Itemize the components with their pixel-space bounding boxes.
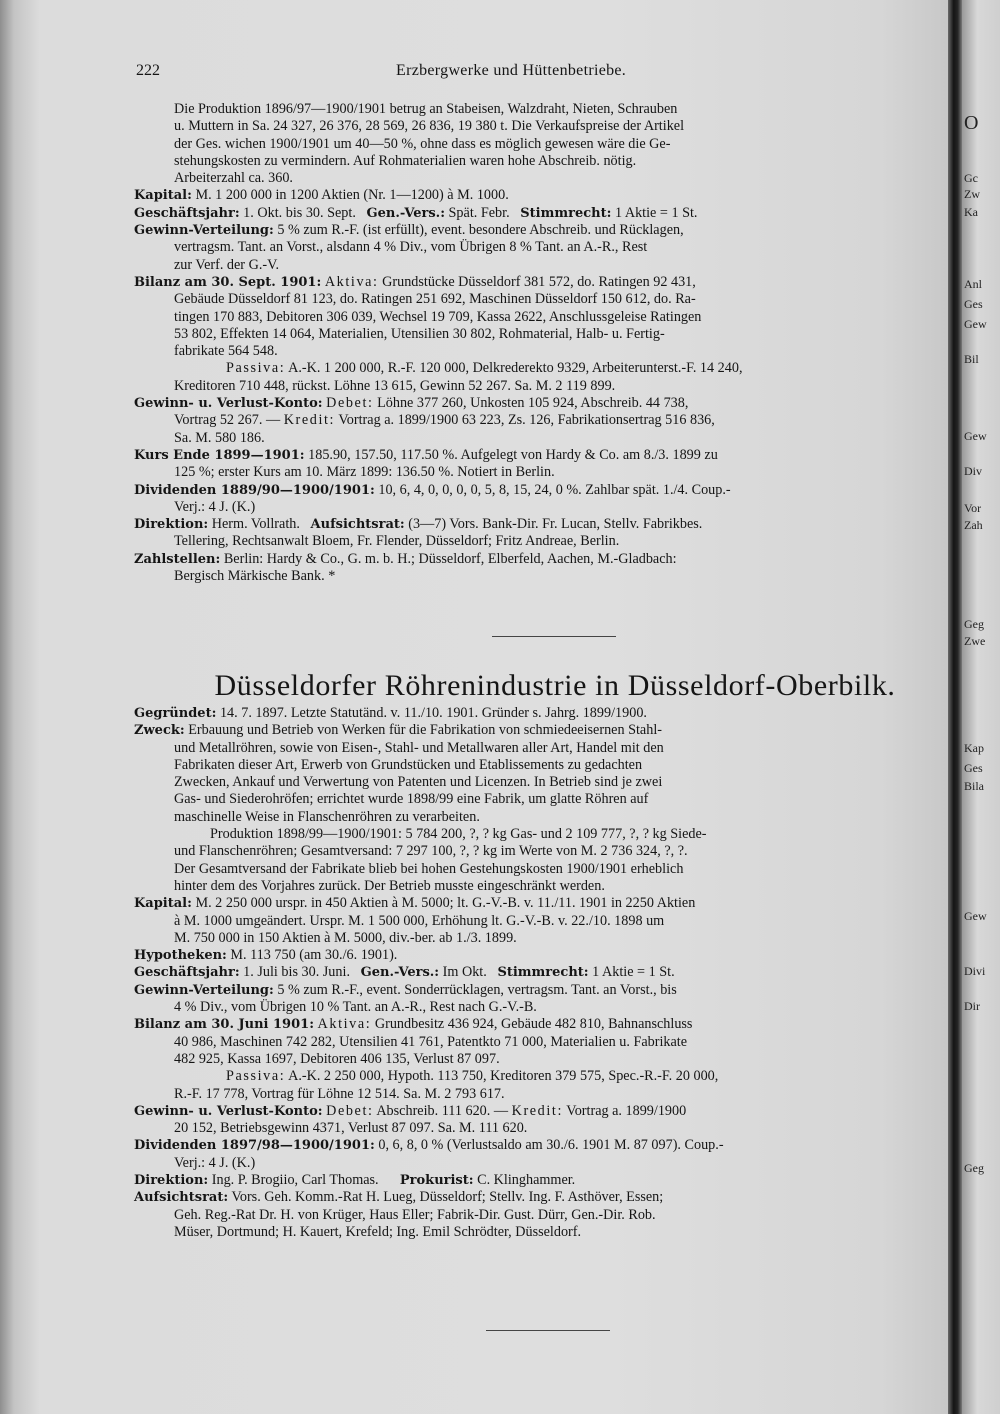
- adjacent-fragment: Gc: [964, 171, 978, 185]
- entry-label: Aufsichtsrat:: [310, 517, 405, 533]
- adjacent-fragment: Dir: [964, 999, 980, 1013]
- entry-value: (3—7) Vors. Bank-Dir. Fr. Lucan, Stellv. Fabrikbes.: [408, 516, 703, 533]
- adjacent-fragment: Geg: [964, 1161, 984, 1175]
- gewinnverteilung-entry: [134, 222, 948, 274]
- guv-entry: [134, 395, 948, 447]
- entry-value: Spät. Febr.: [448, 204, 510, 221]
- entry-label: Zweck:: [134, 723, 185, 739]
- text-line: R.-F. 17 778, Vortrag für Löhne 12 514. Sa. M. 2 793 617.: [174, 1085, 505, 1102]
- production-paragraph-cont: [134, 118, 948, 187]
- entry-label: Stimmrecht:: [520, 205, 612, 221]
- entry-label: Zahlstellen:: [134, 551, 221, 567]
- text-line: Geh. Reg.-Rat Dr. H. von Krüger, Haus Eller; Fabrik-Dir. Gust. Dürr, Gen.-Dir. Rob.: [174, 1206, 656, 1223]
- text-line: Tellering, Rechtsanwalt Bloem, Fr. Flender, Düsseldorf; Fritz Andreae, Berlin.: [174, 533, 620, 550]
- text-line: Fabrikaten dieser Art, Erwerb von Grundstücken und Etablissements zu gedachten: [174, 756, 643, 773]
- text-line: 482 925, Kassa 1697, Debitoren 406 135, Verlust 87 097.: [174, 1050, 500, 1067]
- entry-label: Prokurist:: [399, 1173, 474, 1189]
- text-line: Verj.: 4 J. (K.): [174, 498, 256, 515]
- entry-label: Stimmrecht:: [497, 965, 589, 981]
- entry-label: Gewinn- u. Verlust-Konto:: [134, 1103, 323, 1119]
- text-line: Verj.: 4 J. (K.): [174, 1154, 256, 1171]
- page-header: [134, 62, 954, 86]
- entry-label: Kapital:: [134, 896, 192, 912]
- entry-value: 1 Aktie = 1 St.: [614, 204, 698, 221]
- entry-value: C. Klinghammer.: [477, 1172, 576, 1189]
- running-title: Erzbergwerke und Hüttenbetriebe.: [396, 62, 627, 79]
- entry-value: A.-K. 2 250 000, Hypoth. 113 750, Kreditoren 379 575, Spec.-R.-F. 20 000,: [288, 1068, 719, 1085]
- entry-label: Geschäftsjahr:: [134, 965, 240, 981]
- text-line: tingen 170 883, Debitoren 306 039, Wechsel 19 709, Kassa 2622, Anschlussgeleise Ratingen: [174, 308, 702, 325]
- guv-entry: [134, 1103, 948, 1138]
- kredit-word: Kredit:: [283, 412, 336, 429]
- text-line: und Flanschenröhren; Gesamtversand: 7 297 100, ?, ? kg im Werte von M. 2 736 324, ?, ?.: [174, 843, 688, 860]
- adjacent-fragment: Bila: [964, 779, 984, 793]
- entry-value: Abschreib. 111 620. —: [376, 1102, 509, 1119]
- entry-value: Erbauung und Betrieb von Werken für die Fabrikation von schmiedeeisernen Stahl-: [188, 722, 662, 739]
- adjacent-fragment: Vor: [964, 501, 982, 515]
- text-line: 125 %; erster Kurs am 10. März 1899: 136.50 %. Notiert in Berlin.: [174, 464, 555, 481]
- hypotheken-entry: [134, 947, 948, 964]
- dividenden-entry: [134, 482, 948, 517]
- entry-value: Vortrag a. 1899/1900 63 223, Zs. 126, Fabrikationsertrag 516 836,: [338, 412, 715, 429]
- text-line: vertragsm. Tant. an Vorst., alsdann 4 % Div., vom Übrigen 8 % Tant. an A.-R., Rest: [174, 239, 648, 256]
- adjacent-fragment: Bil: [964, 352, 979, 366]
- entry-label: Gen.-Vers.:: [360, 965, 440, 981]
- passiva-word: Passiva:: [226, 1068, 286, 1085]
- text-line: hinter dem des Vorjahres zurück. Der Betrieb musste eingeschränkt werden.: [174, 877, 605, 894]
- entry-value: Im Okt.: [442, 964, 487, 981]
- entry-value: 1. Juli bis 30. Juni.: [243, 964, 350, 981]
- text-line: 4 % Div., vom Übrigen 10 % Tant. an A.-R., Rest nach G.-V.-B.: [174, 999, 537, 1016]
- entry-value: Grundstücke Düsseldorf 381 572, do. Ratingen 92 431,: [382, 273, 696, 290]
- entry-value: Herm. Vollrath.: [211, 516, 300, 533]
- text-line: Produktion 1898/99—1900/1901: 5 784 200, ?, ? kg Gas- und 2 109 777, ?, ? kg Siede-: [210, 826, 707, 843]
- kapital-entry: [134, 187, 948, 204]
- bilanz-entry: [134, 274, 948, 360]
- adjacent-fragment: Div: [964, 464, 982, 478]
- section-company: [134, 705, 948, 1241]
- adjacent-fragment: Gew: [964, 317, 987, 331]
- entry-value: 5 % zum R.-F., event. Sonderrücklagen, vertragsm. Tant. an Vorst., bis: [277, 981, 677, 998]
- entry-label: Bilanz am 30. Juni 1901:: [134, 1017, 314, 1033]
- entry-value: M. 113 750 (am 30./6. 1901).: [230, 947, 398, 964]
- entry-label: Gegründet:: [134, 706, 217, 721]
- text-line: u. Muttern in Sa. 24 327, 26 376, 28 569, 26 836, 19 380 t. Die Verkaufspreise der Artikel: [174, 118, 685, 135]
- guv-line: [134, 412, 948, 429]
- gewinnverteilung-entry: [134, 982, 948, 1017]
- entry-value: A.-K. 1 200 000, R.-F. 120 000, Delkrederekto 9329, Arbeiterunterst.-F. 14 240,: [288, 360, 743, 377]
- bilanz-entry: [134, 1016, 948, 1068]
- direktion-entry: [134, 1172, 948, 1189]
- text-line: Der Gesamtversand der Fabrikate blieb bei hohen Gestehungskosten 1900/1901 erheblich: [174, 860, 684, 877]
- entry-value: 5 % zum R.-F. (ist erfüllt), event. besondere Abschreib. und Rücklagen,: [277, 222, 684, 239]
- aktiva-word: Aktiva:: [317, 1016, 372, 1033]
- entry-label: Gen.-Vers.:: [366, 205, 445, 221]
- adjacent-fragment: O: [964, 112, 979, 134]
- entry-label: Direktion:: [134, 1173, 209, 1189]
- kurs-entry: [134, 447, 948, 482]
- dividenden-entry: [134, 1137, 948, 1172]
- entry-value: 1. Okt. bis 30. Sept.: [243, 204, 356, 221]
- text-line: maschinelle Weise in Flanschenröhren zu verarbeiten.: [174, 808, 480, 825]
- entry-value: M. 1 200 000 in 1200 Aktien (Nr. 1—1200) à M. 1000.: [195, 187, 509, 204]
- entry-label: Kapital:: [134, 188, 192, 204]
- section-previous-company: [134, 101, 948, 585]
- company-title: Düsseldorfer Röhrenindustrie in Düsseldorf-Oberbilk.: [214, 669, 896, 702]
- kapital-entry: [134, 895, 948, 947]
- adjacent-page-edge: [962, 0, 1000, 1414]
- book-spine-shadow: [948, 0, 962, 1414]
- production-paragraph: [134, 101, 948, 118]
- entry-label: Direktion:: [134, 517, 209, 533]
- entry-value: 14. 7. 1897. Letzte Statutänd. v. 11./10. 1901. Gründer s. Jahrg. 1899/1900.: [219, 705, 647, 721]
- aufsichtsrat-entry: [134, 1189, 948, 1241]
- text-line: 40 986, Maschinen 742 282, Utensilien 41 761, Patentkto 71 000, Materialien u. Fabrikate: [174, 1033, 688, 1050]
- entry-value: Ing. P. Brogiio, Carl Thomas.: [211, 1172, 379, 1189]
- debet-word: Debet:: [326, 1102, 374, 1119]
- text-line: Kreditoren 710 448, rückst. Löhne 13 615, Gewinn 52 267. Sa. M. 2 119 899.: [174, 377, 616, 394]
- entry-label: Dividenden 1897/98—1900/1901:: [134, 1138, 375, 1154]
- entry-value: Löhne 377 260, Unkosten 105 924, Abschreib. 44 738,: [377, 395, 689, 412]
- entry-value: 1 Aktie = 1 St.: [592, 964, 675, 981]
- entry-label: Gewinn-Verteilung:: [134, 982, 274, 998]
- geschaeftsjahr-entry: [134, 964, 948, 981]
- passiva-line: [134, 360, 948, 377]
- entry-label: Aufsichtsrat:: [134, 1190, 229, 1206]
- adjacent-fragment: Gew: [964, 429, 987, 443]
- aktiva-word: Aktiva:: [324, 273, 379, 290]
- text-line: 53 802, Effekten 14 064, Materialien, Utensilien 30 802, Rohmaterial, Halb- u. Fertig-: [174, 325, 665, 342]
- entry-label: Gewinn-Verteilung:: [134, 223, 274, 239]
- text-line: Zwecken, Ankauf und Verwertung von Patenten und Licenzen. In Betrieb sind je zwei: [174, 774, 663, 791]
- adjacent-fragment: Zwe: [964, 634, 986, 648]
- gegruendet-entry: [134, 705, 948, 722]
- adjacent-fragment: Geg: [964, 617, 984, 631]
- text-line: Müser, Dortmund; H. Kauert, Krefeld; Ing. Emil Schrödter, Düsseldorf.: [174, 1223, 582, 1240]
- adjacent-fragment: Zw: [964, 187, 980, 201]
- entry-label: Dividenden 1889/90—1900/1901:: [134, 482, 375, 498]
- passiva-line: [134, 1068, 948, 1085]
- text-line: der Ges. wichen 1900/1901 um 40—50 %, ohne dass es möglich gewesen wäre die Ge-: [174, 135, 671, 152]
- entry-value: Vortrag 52 267. —: [174, 412, 281, 429]
- entry-label: Bilanz am 30. Sept. 1901:: [134, 274, 322, 290]
- zweck-entry: [134, 722, 948, 826]
- text-line: zur Verf. der G.-V.: [174, 256, 280, 273]
- adjacent-fragment: Ka: [964, 205, 978, 219]
- section-divider: [486, 1330, 610, 1331]
- entry-value: 10, 6, 4, 0, 0, 0, 0, 5, 8, 15, 24, 0 %. Zahlbar spät. 1./4. Coup.-: [378, 481, 731, 498]
- entry-value: Vors. Geh. Komm.-Rat H. Lueg, Düsseldorf; Stellv. Ing. F. Asthöver, Essen;: [231, 1189, 664, 1206]
- text-line: fabrikate 564 548.: [174, 343, 278, 360]
- text-line: stehungskosten zu vermindern. Auf Rohmaterialien waren hohe Abschreib. nötig.: [174, 152, 637, 169]
- text-line: à M. 1000 umgeändert. Urspr. M. 1 500 000, Erhöhung lt. G.-V.-B. v. 22./10. 1898 um: [174, 912, 665, 929]
- text-line: 20 152, Betriebsgewinn 4371, Verlust 87 097. Sa. M. 111 620.: [174, 1120, 528, 1137]
- debet-word: Debet:: [326, 395, 374, 412]
- adjacent-fragment: Anl: [964, 277, 982, 291]
- entry-value: M. 2 250 000 urspr. in 450 Aktien à M. 5000; lt. G.-V.-B. v. 11./11. 1901 in 2250 Aktien: [195, 895, 696, 912]
- text-line: Arbeiterzahl ca. 360.: [174, 170, 293, 187]
- adjacent-fragment: Kap: [964, 741, 984, 755]
- entry-label: Gewinn- u. Verlust-Konto:: [134, 396, 323, 412]
- entry-value: 185.90, 157.50, 117.50 %. Aufgelegt von Hardy & Co. am 8./3. 1899 zu: [308, 446, 718, 463]
- adjacent-fragment: Ges: [964, 761, 983, 775]
- adjacent-fragment: Divi: [964, 964, 986, 978]
- passiva-word: Passiva:: [226, 360, 286, 377]
- entry-value: Vortrag a. 1899/1900: [566, 1102, 687, 1119]
- entry-value: Berlin: Hardy & Co., G. m. b. H.; Düsseldorf, Elberfeld, Aachen, M.-Gladbach:: [223, 550, 677, 567]
- text-line: Gas- und Siederohröfen; errichtet wurde 1898/99 eine Fabrik, um glatte Röhren auf: [174, 791, 649, 808]
- zahlstellen-entry: [134, 551, 948, 586]
- geschaeftsjahr-entry: [134, 205, 948, 222]
- section-divider: [492, 636, 616, 637]
- text-line: und Metallröhren, sowie von Eisen-, Stahl- und Metallwaren aller Art, Handel mit den: [174, 739, 664, 756]
- kredit-word: Kredit:: [511, 1102, 563, 1119]
- entry-label: Kurs Ende 1899—1901:: [134, 447, 305, 463]
- entry-label: Hypotheken:: [134, 948, 227, 964]
- adjacent-fragment: Zah: [964, 518, 983, 532]
- entry-value: 0, 6, 8, 0 % (Verlustsaldo am 30./6. 1901 M. 87 097). Coup.-: [378, 1137, 724, 1154]
- text-line: Bergisch Märkische Bank. *: [174, 568, 336, 585]
- adjacent-fragment: Ges: [964, 297, 983, 311]
- text-line: Gebäude Düsseldorf 81 123, do. Ratingen 251 692, Maschinen Düsseldorf 150 612, do. Ra-: [174, 291, 696, 308]
- page-number: 222: [136, 62, 160, 79]
- entry-label: Geschäftsjahr:: [134, 205, 240, 221]
- text-line: M. 750 000 in 150 Aktien à M. 5000, div.-ber. ab 1./3. 1899.: [174, 929, 517, 946]
- text-line: Sa. M. 580 186.: [174, 429, 265, 446]
- adjacent-fragment: Gew: [964, 909, 987, 923]
- text-line: Die Produktion 1896/97—1900/1901 betrug an Stabeisen, Walzdraht, Nieten, Schrauben: [174, 101, 678, 117]
- entry-value: Grundbesitz 436 924, Gebäude 482 810, Bahnanschluss: [374, 1016, 693, 1033]
- direktion-entry: [134, 516, 948, 551]
